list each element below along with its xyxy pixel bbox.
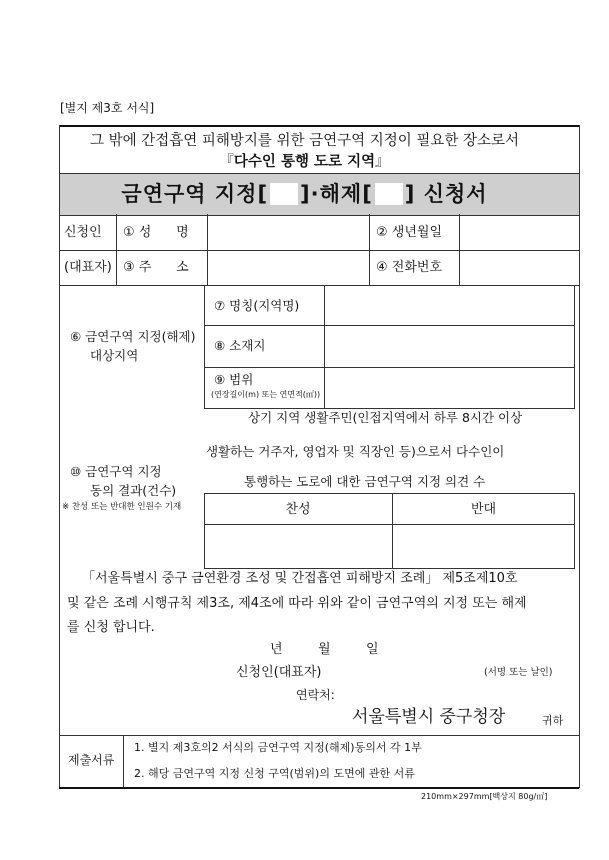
consent-desc-line2: 생활하는 거주자, 영업자 및 직장인 등)으로서 다수인이 <box>206 444 505 459</box>
form-number: [별지 제3호 서식] <box>60 101 155 115</box>
area-name-label: ⑦ 명칭(지역명) <box>214 298 300 313</box>
documents-col-divider <box>123 735 124 787</box>
paper-size: 210mm×297mm[백상지 80g/㎡] <box>421 792 548 801</box>
body-line1: 「서울특별시 중구 금연환경 조성 및 간접흡연 피해방지 조례」 제5조제10호 <box>82 571 518 586</box>
name-label: ① 성 명 <box>123 225 189 240</box>
body-line3: 를 신청 합니다. <box>67 620 155 635</box>
target-area-label: ⑥ 금연구역 지정(해제) <box>70 329 196 344</box>
agree-count-input[interactable] <box>206 526 390 567</box>
page-title: 금연구역 지정[ ]·해제[ ] 신청서 <box>121 182 488 206</box>
release-checkbox[interactable] <box>375 183 403 205</box>
designate-checkbox[interactable] <box>270 183 298 205</box>
consent-sublabel: 동의 결과(건수) <box>90 483 177 498</box>
frame-left <box>59 125 60 788</box>
birthdate-label: ② 생년월일 <box>376 225 443 240</box>
date-month: 월 <box>318 642 331 657</box>
date-day: 일 <box>366 642 379 657</box>
frame-top <box>59 125 579 127</box>
agree-header: 찬성 <box>285 502 311 517</box>
address-input[interactable] <box>208 251 368 284</box>
address-label: ③ 주 소 <box>123 260 189 275</box>
oppose-header: 반대 <box>470 502 497 517</box>
frame-right <box>579 125 580 788</box>
target-row2 <box>204 367 575 368</box>
consent-note: ※ 찬성 또는 반대한 인원수 기재 <box>62 502 182 512</box>
phone-input[interactable] <box>460 251 578 284</box>
date-year: 년 <box>270 642 283 657</box>
documents-label: 제출서류 <box>68 753 115 767</box>
target-row1 <box>204 325 575 326</box>
representative-label: (대표자) <box>64 260 112 275</box>
applicant-label: 신청인 <box>64 225 102 240</box>
target-area-sublabel: 대상지역 <box>90 348 139 363</box>
oppose-count-input[interactable] <box>394 526 573 567</box>
phone-label: ④ 전화번호 <box>376 260 443 275</box>
recipient-honorific: 귀하 <box>542 714 564 727</box>
consent-label: ⑩ 금연구역 지정 <box>70 464 162 479</box>
body-line2: 및 같은 조례 시행규칙 제3조, 제4조에 따라 위와 같이 금연구역의 지정 또는 해제 <box>67 596 527 611</box>
location-label: ⑧ 소재지 <box>214 338 266 353</box>
signature-note: (서명 또는 날인) <box>484 667 553 678</box>
applicant-col3 <box>369 214 370 285</box>
range-input[interactable] <box>326 369 574 408</box>
documents-item2: 2. 해당 금연구역 지정 신청 구역(범위)의 도면에 관한 서류 <box>134 767 415 780</box>
header-line1: 그 밖에 간접흡연 피해방지를 위한 금연구역 지정이 필요한 장소로서 <box>89 133 520 149</box>
birthdate-input[interactable] <box>460 215 578 249</box>
name-input[interactable] <box>208 215 368 249</box>
header-line2: 『다수인 통행 도로 지역』 <box>219 154 390 170</box>
area-name-input[interactable] <box>326 287 574 324</box>
frame-bottom <box>59 787 579 789</box>
range-note: (연장길이(m) 또는 연면적(㎡)) <box>211 390 321 399</box>
consent-header-divider <box>204 524 575 525</box>
target-col-divider <box>324 285 325 409</box>
documents-top <box>60 735 579 736</box>
contact-label: 연락처: <box>296 688 335 702</box>
range-label: ⑨ 범위 <box>214 372 254 387</box>
recipient: 서울특별시 중구청장 <box>352 707 506 727</box>
consent-desc-line3: 통행하는 도로에 대한 금연구역 지정 의견 수 <box>244 474 486 489</box>
applicant-col1 <box>116 214 117 285</box>
location-input[interactable] <box>326 327 574 366</box>
consent-desc-line1: 상기 지역 생활주민(인접지역에서 하루 8시간 이상 <box>248 410 523 425</box>
documents-item1: 1. 별지 제3호의2 서식의 금연구역 지정(해제)동의서 각 1부 <box>134 741 422 754</box>
signature-applicant: 신청인(대표자) <box>236 665 322 680</box>
